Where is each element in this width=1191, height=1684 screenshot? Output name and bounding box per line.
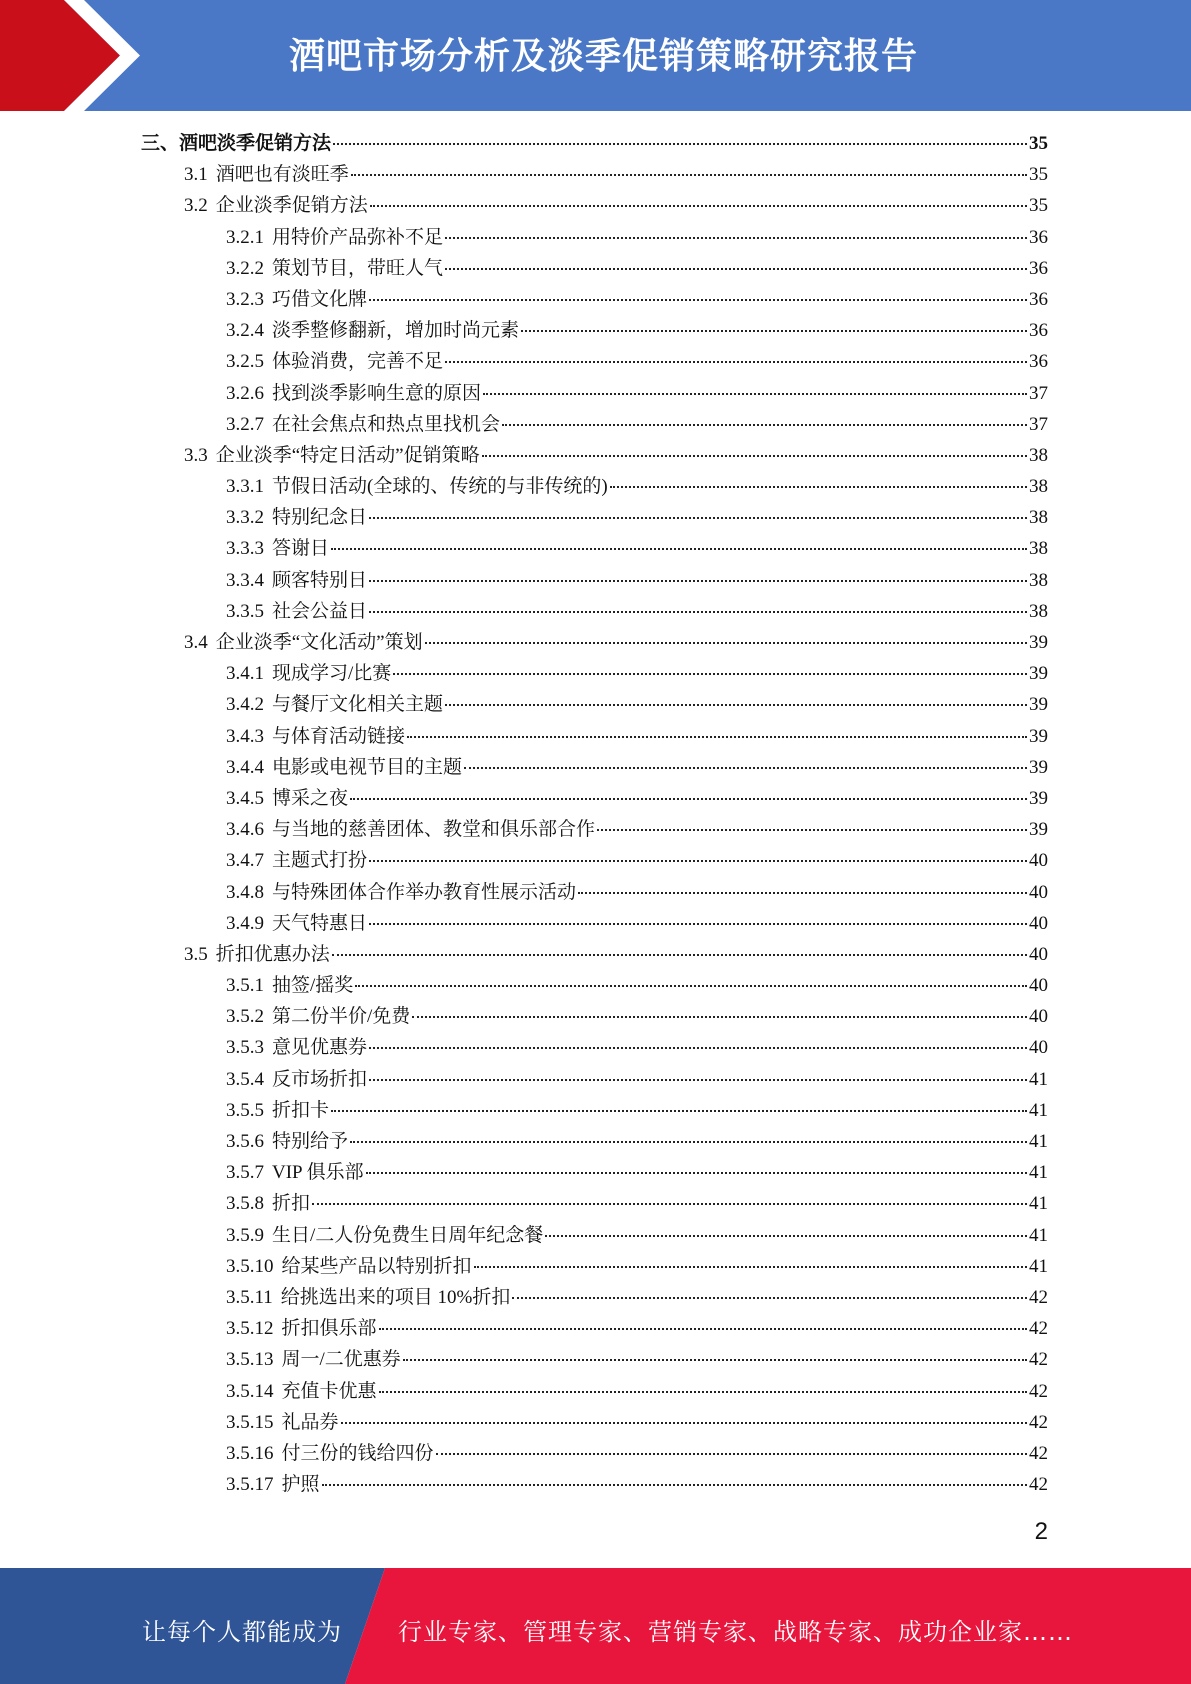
toc-dot-leader bbox=[369, 923, 1027, 925]
toc-entry-number: 3.4.9 bbox=[226, 912, 264, 934]
toc-entry-label: 抽签/摇奖 bbox=[272, 975, 354, 997]
toc-entry-label: 折扣 bbox=[272, 1193, 311, 1215]
toc-entry-number: 3.4.8 bbox=[226, 881, 264, 903]
toc-dot-leader bbox=[578, 892, 1027, 894]
toc-entry-page: 36 bbox=[1029, 257, 1048, 279]
toc-dot-leader bbox=[393, 673, 1027, 675]
toc-dot-leader bbox=[332, 954, 1027, 956]
toc-entry-number: 3.4.5 bbox=[226, 787, 264, 809]
toc-dot-leader bbox=[370, 205, 1027, 207]
toc-entry-label: 付三份的钱给四份 bbox=[281, 1442, 434, 1464]
toc-entry-number: 3.5.7 bbox=[226, 1162, 264, 1184]
report-title: 酒吧市场分析及淡季促销策略研究报告 bbox=[288, 36, 918, 77]
toc-entry-number: 3.5.4 bbox=[226, 1068, 264, 1090]
toc-entry-page: 38 bbox=[1029, 600, 1048, 622]
header-banner bbox=[0, 0, 1191, 111]
toc-entry-number: 3.5.12 bbox=[226, 1318, 274, 1340]
toc-entry-page: 42 bbox=[1029, 1318, 1048, 1340]
toc-dot-leader bbox=[333, 143, 1027, 145]
toc-entry[interactable] bbox=[141, 627, 1048, 658]
toc-entry[interactable] bbox=[141, 1032, 1048, 1063]
toc-entry-number: 3.5.10 bbox=[226, 1255, 274, 1277]
toc-entry-number: 3.2.2 bbox=[226, 257, 264, 279]
toc-entry-number: 3.5.15 bbox=[226, 1411, 274, 1433]
toc-entry-label: VIP 俱乐部 bbox=[272, 1162, 364, 1184]
toc-entry-number: 3.1 bbox=[184, 164, 208, 186]
toc-entry[interactable] bbox=[141, 1064, 1048, 1095]
toc-entry-label: 电影或电视节目的主题 bbox=[272, 756, 463, 778]
toc-entry-label: 护照 bbox=[281, 1474, 320, 1496]
toc-entry-page: 36 bbox=[1029, 351, 1048, 373]
toc-dot-leader bbox=[521, 330, 1027, 332]
toc-entry-label: 生日/二人份免费生日周年纪念餐 bbox=[272, 1224, 544, 1246]
toc-entry-number: 3.5.16 bbox=[226, 1442, 274, 1464]
toc-entry-number: 3.2.7 bbox=[226, 413, 264, 435]
toc-entry-number: 3.4.2 bbox=[226, 694, 264, 716]
toc-entry[interactable] bbox=[141, 939, 1048, 970]
toc-entry-label: 酒吧淡季促销方法 bbox=[179, 133, 332, 154]
toc-entry-page: 36 bbox=[1029, 288, 1048, 310]
toc-entry-number: 3.2.6 bbox=[226, 382, 264, 404]
toc-entry-page: 41 bbox=[1029, 1068, 1048, 1090]
toc-dot-leader bbox=[403, 1359, 1027, 1361]
toc-entry-page: 35 bbox=[1029, 133, 1048, 154]
toc-entry-label: 给某些产品以特别折扣 bbox=[281, 1255, 472, 1277]
toc-entry[interactable] bbox=[141, 159, 1048, 190]
toc-entry-page: 41 bbox=[1029, 1162, 1048, 1184]
toc-entry-label: 充值卡优惠 bbox=[281, 1380, 377, 1402]
toc-dot-leader bbox=[610, 486, 1027, 488]
toc-entry-page: 41 bbox=[1029, 1224, 1048, 1246]
toc-dot-leader bbox=[464, 767, 1027, 769]
toc-entry-label: 体验消费，完善不足 bbox=[272, 351, 444, 373]
toc-entry-page: 37 bbox=[1029, 413, 1048, 435]
toc-entry-label: 折扣卡 bbox=[272, 1099, 330, 1121]
page-number: 2 bbox=[1034, 1518, 1048, 1545]
toc-entry-label: 与餐厅文化相关主题 bbox=[272, 694, 444, 716]
toc-entry-number: 3.4.7 bbox=[226, 850, 264, 872]
toc-entry-page: 41 bbox=[1029, 1255, 1048, 1277]
toc-entry-page: 40 bbox=[1029, 975, 1048, 997]
toc-entry-page: 41 bbox=[1029, 1131, 1048, 1152]
toc-entry-label: 反市场折扣 bbox=[272, 1068, 368, 1090]
toc-entry-label: 在社会焦点和热点里找机会 bbox=[272, 413, 501, 435]
toc-entry-label: 现成学习/比赛 bbox=[272, 663, 392, 685]
toc-entry-number: 3.5.3 bbox=[226, 1037, 264, 1059]
toc-entry-page: 35 bbox=[1029, 195, 1048, 217]
table-of-contents bbox=[141, 128, 1048, 1500]
toc-entry-number: 3.2.1 bbox=[226, 226, 264, 248]
toc-entry[interactable] bbox=[141, 752, 1048, 783]
toc-entry[interactable] bbox=[141, 721, 1048, 752]
toc-entry-number: 3.5.9 bbox=[226, 1224, 264, 1246]
toc-entry[interactable] bbox=[141, 814, 1048, 845]
toc-entry-number: 3.3 bbox=[184, 444, 208, 466]
toc-entry-page: 39 bbox=[1029, 787, 1048, 809]
toc-entry-number: 3.5.11 bbox=[226, 1286, 273, 1308]
toc-dot-leader bbox=[483, 393, 1027, 395]
toc-dot-leader bbox=[369, 580, 1027, 582]
toc-entry[interactable] bbox=[141, 596, 1048, 627]
toc-entry-label: 折扣俱乐部 bbox=[281, 1318, 377, 1340]
toc-entry-page: 42 bbox=[1029, 1349, 1048, 1371]
toc-dot-leader bbox=[350, 1141, 1027, 1143]
toc-entry-number: 三、 bbox=[141, 133, 180, 154]
toc-dot-leader bbox=[379, 1391, 1027, 1393]
toc-entry-label: 用特价产品弥补不足 bbox=[272, 226, 444, 248]
toc-dot-leader bbox=[482, 455, 1027, 457]
toc-entry[interactable] bbox=[141, 315, 1048, 346]
toc-entry-number: 3.5.2 bbox=[226, 1006, 264, 1028]
toc-entry-number: 3.2.3 bbox=[226, 288, 264, 310]
toc-dot-leader bbox=[312, 1203, 1027, 1205]
toc-dot-leader bbox=[369, 1079, 1027, 1081]
toc-dot-leader bbox=[425, 642, 1027, 644]
toc-dot-leader bbox=[331, 1110, 1027, 1112]
toc-entry-label: 找到淡季影响生意的原因 bbox=[272, 382, 482, 404]
toc-entry[interactable] bbox=[141, 190, 1048, 221]
toc-entry[interactable] bbox=[141, 908, 1048, 939]
toc-entry[interactable] bbox=[141, 222, 1048, 253]
toc-entry-page: 42 bbox=[1029, 1380, 1048, 1402]
toc-entry-number: 3.4.6 bbox=[226, 819, 264, 841]
toc-entry-page: 39 bbox=[1029, 819, 1048, 841]
toc-entry-label: 给挑选出来的项目 10%折扣 bbox=[280, 1286, 511, 1308]
toc-dot-leader bbox=[597, 829, 1027, 831]
toc-dot-leader bbox=[341, 1422, 1027, 1424]
toc-entry[interactable] bbox=[141, 783, 1048, 814]
toc-entry-page: 38 bbox=[1029, 476, 1048, 498]
toc-entry[interactable] bbox=[141, 1376, 1048, 1407]
toc-entry-page: 38 bbox=[1029, 538, 1048, 560]
toc-entry-label: 折扣优惠办法 bbox=[215, 943, 330, 965]
toc-entry-page: 42 bbox=[1029, 1411, 1048, 1433]
footer-slogan-right: 行业专家、管理专家、营销专家、战略专家、成功企业家…… bbox=[398, 1618, 1073, 1646]
toc-entry-number: 3.2 bbox=[184, 195, 208, 217]
toc-entry-label: 节假日活动(全球的、传统的与非传统的) bbox=[272, 476, 608, 498]
toc-entry-page: 38 bbox=[1029, 569, 1048, 591]
toc-entry[interactable] bbox=[141, 877, 1048, 908]
toc-entry-page: 40 bbox=[1029, 850, 1048, 872]
toc-entry-number: 3.2.5 bbox=[226, 351, 264, 373]
toc-entry-number: 3.5.8 bbox=[226, 1193, 264, 1215]
toc-entry[interactable] bbox=[141, 378, 1048, 409]
toc-entry-number: 3.4 bbox=[184, 632, 208, 653]
toc-dot-leader bbox=[369, 611, 1027, 613]
toc-entry[interactable] bbox=[141, 1001, 1048, 1032]
toc-dot-leader bbox=[369, 860, 1027, 862]
toc-entry[interactable] bbox=[141, 1407, 1048, 1438]
toc-entry-page: 40 bbox=[1029, 943, 1048, 965]
toc-entry-label: 巧借文化牌 bbox=[272, 288, 368, 310]
toc-entry-page: 36 bbox=[1029, 320, 1048, 342]
toc-entry-number: 3.4.3 bbox=[226, 725, 264, 747]
toc-entry-label: 特别纪念日 bbox=[272, 507, 368, 529]
toc-entry-label: 意见优惠券 bbox=[272, 1037, 368, 1059]
toc-entry-label: 社会公益日 bbox=[272, 600, 368, 622]
toc-dot-leader bbox=[369, 1047, 1027, 1049]
toc-entry-number: 3.4.4 bbox=[226, 756, 264, 778]
toc-entry-page: 36 bbox=[1029, 226, 1048, 248]
toc-dot-leader bbox=[445, 704, 1027, 706]
toc-entry-page: 42 bbox=[1029, 1474, 1048, 1496]
toc-entry-label: 天气特惠日 bbox=[272, 912, 368, 934]
toc-entry-number: 3.2.4 bbox=[226, 320, 264, 342]
toc-entry-page: 40 bbox=[1029, 881, 1048, 903]
toc-entry-number: 3.5.17 bbox=[226, 1474, 274, 1496]
toc-entry[interactable] bbox=[141, 253, 1048, 284]
toc-entry[interactable] bbox=[141, 1282, 1048, 1313]
toc-entry[interactable] bbox=[141, 346, 1048, 377]
toc-entry[interactable] bbox=[141, 1469, 1048, 1500]
toc-entry[interactable] bbox=[141, 1157, 1048, 1188]
toc-entry[interactable] bbox=[141, 1313, 1048, 1344]
toc-entry-page: 40 bbox=[1029, 912, 1048, 934]
footer-banner bbox=[0, 1568, 1191, 1684]
toc-entry-number: 3.5.13 bbox=[226, 1349, 274, 1371]
toc-entry-label: 企业淡季“文化活动”策划 bbox=[215, 632, 423, 653]
toc-dot-leader bbox=[369, 299, 1027, 301]
toc-entry-page: 40 bbox=[1029, 1037, 1048, 1059]
toc-entry-number: 3.3.5 bbox=[226, 600, 264, 622]
footer-slogan-left: 让每个人都能成为 bbox=[142, 1618, 342, 1646]
toc-entry[interactable] bbox=[141, 1188, 1048, 1219]
toc-entry-label: 与当地的慈善团体、教堂和俱乐部合作 bbox=[272, 819, 596, 841]
toc-entry[interactable] bbox=[141, 565, 1048, 596]
toc-entry-page: 38 bbox=[1029, 444, 1048, 466]
toc-entry[interactable] bbox=[141, 1438, 1048, 1469]
toc-entry[interactable] bbox=[141, 658, 1048, 689]
toc-entry-label: 周一/二优惠券 bbox=[281, 1349, 401, 1371]
toc-entry[interactable] bbox=[141, 1095, 1048, 1126]
toc-dot-leader bbox=[445, 237, 1027, 239]
toc-entry-page: 39 bbox=[1029, 694, 1048, 716]
toc-dot-leader bbox=[351, 174, 1027, 176]
toc-dot-leader bbox=[412, 1016, 1027, 1018]
toc-entry-page: 42 bbox=[1029, 1286, 1048, 1308]
toc-entry[interactable] bbox=[141, 440, 1048, 471]
toc-entry-page: 39 bbox=[1029, 663, 1048, 685]
toc-entry[interactable] bbox=[141, 689, 1048, 720]
toc-entry-page: 38 bbox=[1029, 507, 1048, 529]
toc-entry-number: 3.5.1 bbox=[226, 975, 264, 997]
toc-entry[interactable] bbox=[141, 970, 1048, 1001]
toc-entry-label: 酒吧也有淡旺季 bbox=[215, 164, 349, 186]
toc-entry-page: 41 bbox=[1029, 1193, 1048, 1215]
toc-entry-number: 3.3.3 bbox=[226, 538, 264, 560]
toc-entry-page: 37 bbox=[1029, 382, 1048, 404]
toc-entry[interactable] bbox=[141, 502, 1048, 533]
toc-entry-number: 3.3.2 bbox=[226, 507, 264, 529]
toc-entry-label: 博采之夜 bbox=[272, 787, 349, 809]
toc-dot-leader bbox=[331, 548, 1027, 550]
toc-dot-leader bbox=[512, 1297, 1027, 1299]
toc-entry-label: 企业淡季“特定日活动”促销策略 bbox=[215, 444, 480, 466]
toc-entry[interactable] bbox=[141, 1251, 1048, 1282]
toc-entry-label: 特别给予 bbox=[272, 1131, 349, 1152]
toc-entry-number: 3.5.6 bbox=[226, 1131, 264, 1152]
toc-entry-number: 3.5.14 bbox=[226, 1380, 274, 1402]
toc-dot-leader bbox=[369, 517, 1027, 519]
toc-entry[interactable] bbox=[141, 409, 1048, 440]
toc-dot-leader bbox=[436, 1453, 1027, 1455]
toc-entry[interactable] bbox=[141, 284, 1048, 315]
toc-dot-leader bbox=[502, 424, 1027, 426]
toc-entry-label: 淡季整修翻新，增加时尚元素 bbox=[272, 320, 520, 342]
toc-entry-page: 39 bbox=[1029, 756, 1048, 778]
toc-dot-leader bbox=[379, 1328, 1027, 1330]
toc-entry[interactable] bbox=[141, 1220, 1048, 1251]
toc-entry-label: 与体育活动链接 bbox=[272, 725, 406, 747]
toc-entry[interactable] bbox=[141, 128, 1048, 159]
toc-dot-leader bbox=[407, 736, 1027, 738]
toc-entry-page: 35 bbox=[1029, 164, 1048, 186]
toc-dot-leader bbox=[474, 1266, 1027, 1268]
toc-entry[interactable] bbox=[141, 1126, 1048, 1157]
toc-entry-number: 3.5 bbox=[184, 943, 208, 965]
toc-entry-number: 3.4.1 bbox=[226, 663, 264, 685]
toc-dot-leader bbox=[445, 361, 1027, 363]
toc-entry-page: 39 bbox=[1029, 632, 1048, 653]
toc-entry-label: 答谢日 bbox=[272, 538, 330, 560]
toc-entry-label: 企业淡季促销方法 bbox=[215, 195, 368, 217]
toc-entry-page: 42 bbox=[1029, 1442, 1048, 1464]
toc-entry-page: 41 bbox=[1029, 1099, 1048, 1121]
toc-entry[interactable] bbox=[141, 533, 1048, 564]
toc-dot-leader bbox=[545, 1235, 1027, 1237]
toc-entry-number: 3.5.5 bbox=[226, 1099, 264, 1121]
toc-entry[interactable] bbox=[141, 1344, 1048, 1375]
toc-dot-leader bbox=[322, 1484, 1027, 1486]
toc-entry[interactable] bbox=[141, 471, 1048, 502]
toc-entry-page: 40 bbox=[1029, 1006, 1048, 1028]
toc-entry-number: 3.3.4 bbox=[226, 569, 264, 591]
toc-entry[interactable] bbox=[141, 845, 1048, 876]
toc-entry-label: 策划节目，带旺人气 bbox=[272, 257, 444, 279]
toc-entry-number: 3.3.1 bbox=[226, 476, 264, 498]
toc-dot-leader bbox=[355, 985, 1027, 987]
toc-entry-label: 第二份半价/免费 bbox=[272, 1006, 411, 1028]
toc-dot-leader bbox=[366, 1172, 1027, 1174]
toc-entry-label: 礼品券 bbox=[281, 1411, 339, 1433]
toc-dot-leader bbox=[445, 268, 1027, 270]
toc-dot-leader bbox=[350, 798, 1027, 800]
toc-entry-page: 39 bbox=[1029, 725, 1048, 747]
toc-entry-label: 主题式打扮 bbox=[272, 850, 368, 872]
toc-entry-label: 与特殊团体合作举办教育性展示活动 bbox=[272, 881, 577, 903]
toc-entry-label: 顾客特别日 bbox=[272, 569, 368, 591]
